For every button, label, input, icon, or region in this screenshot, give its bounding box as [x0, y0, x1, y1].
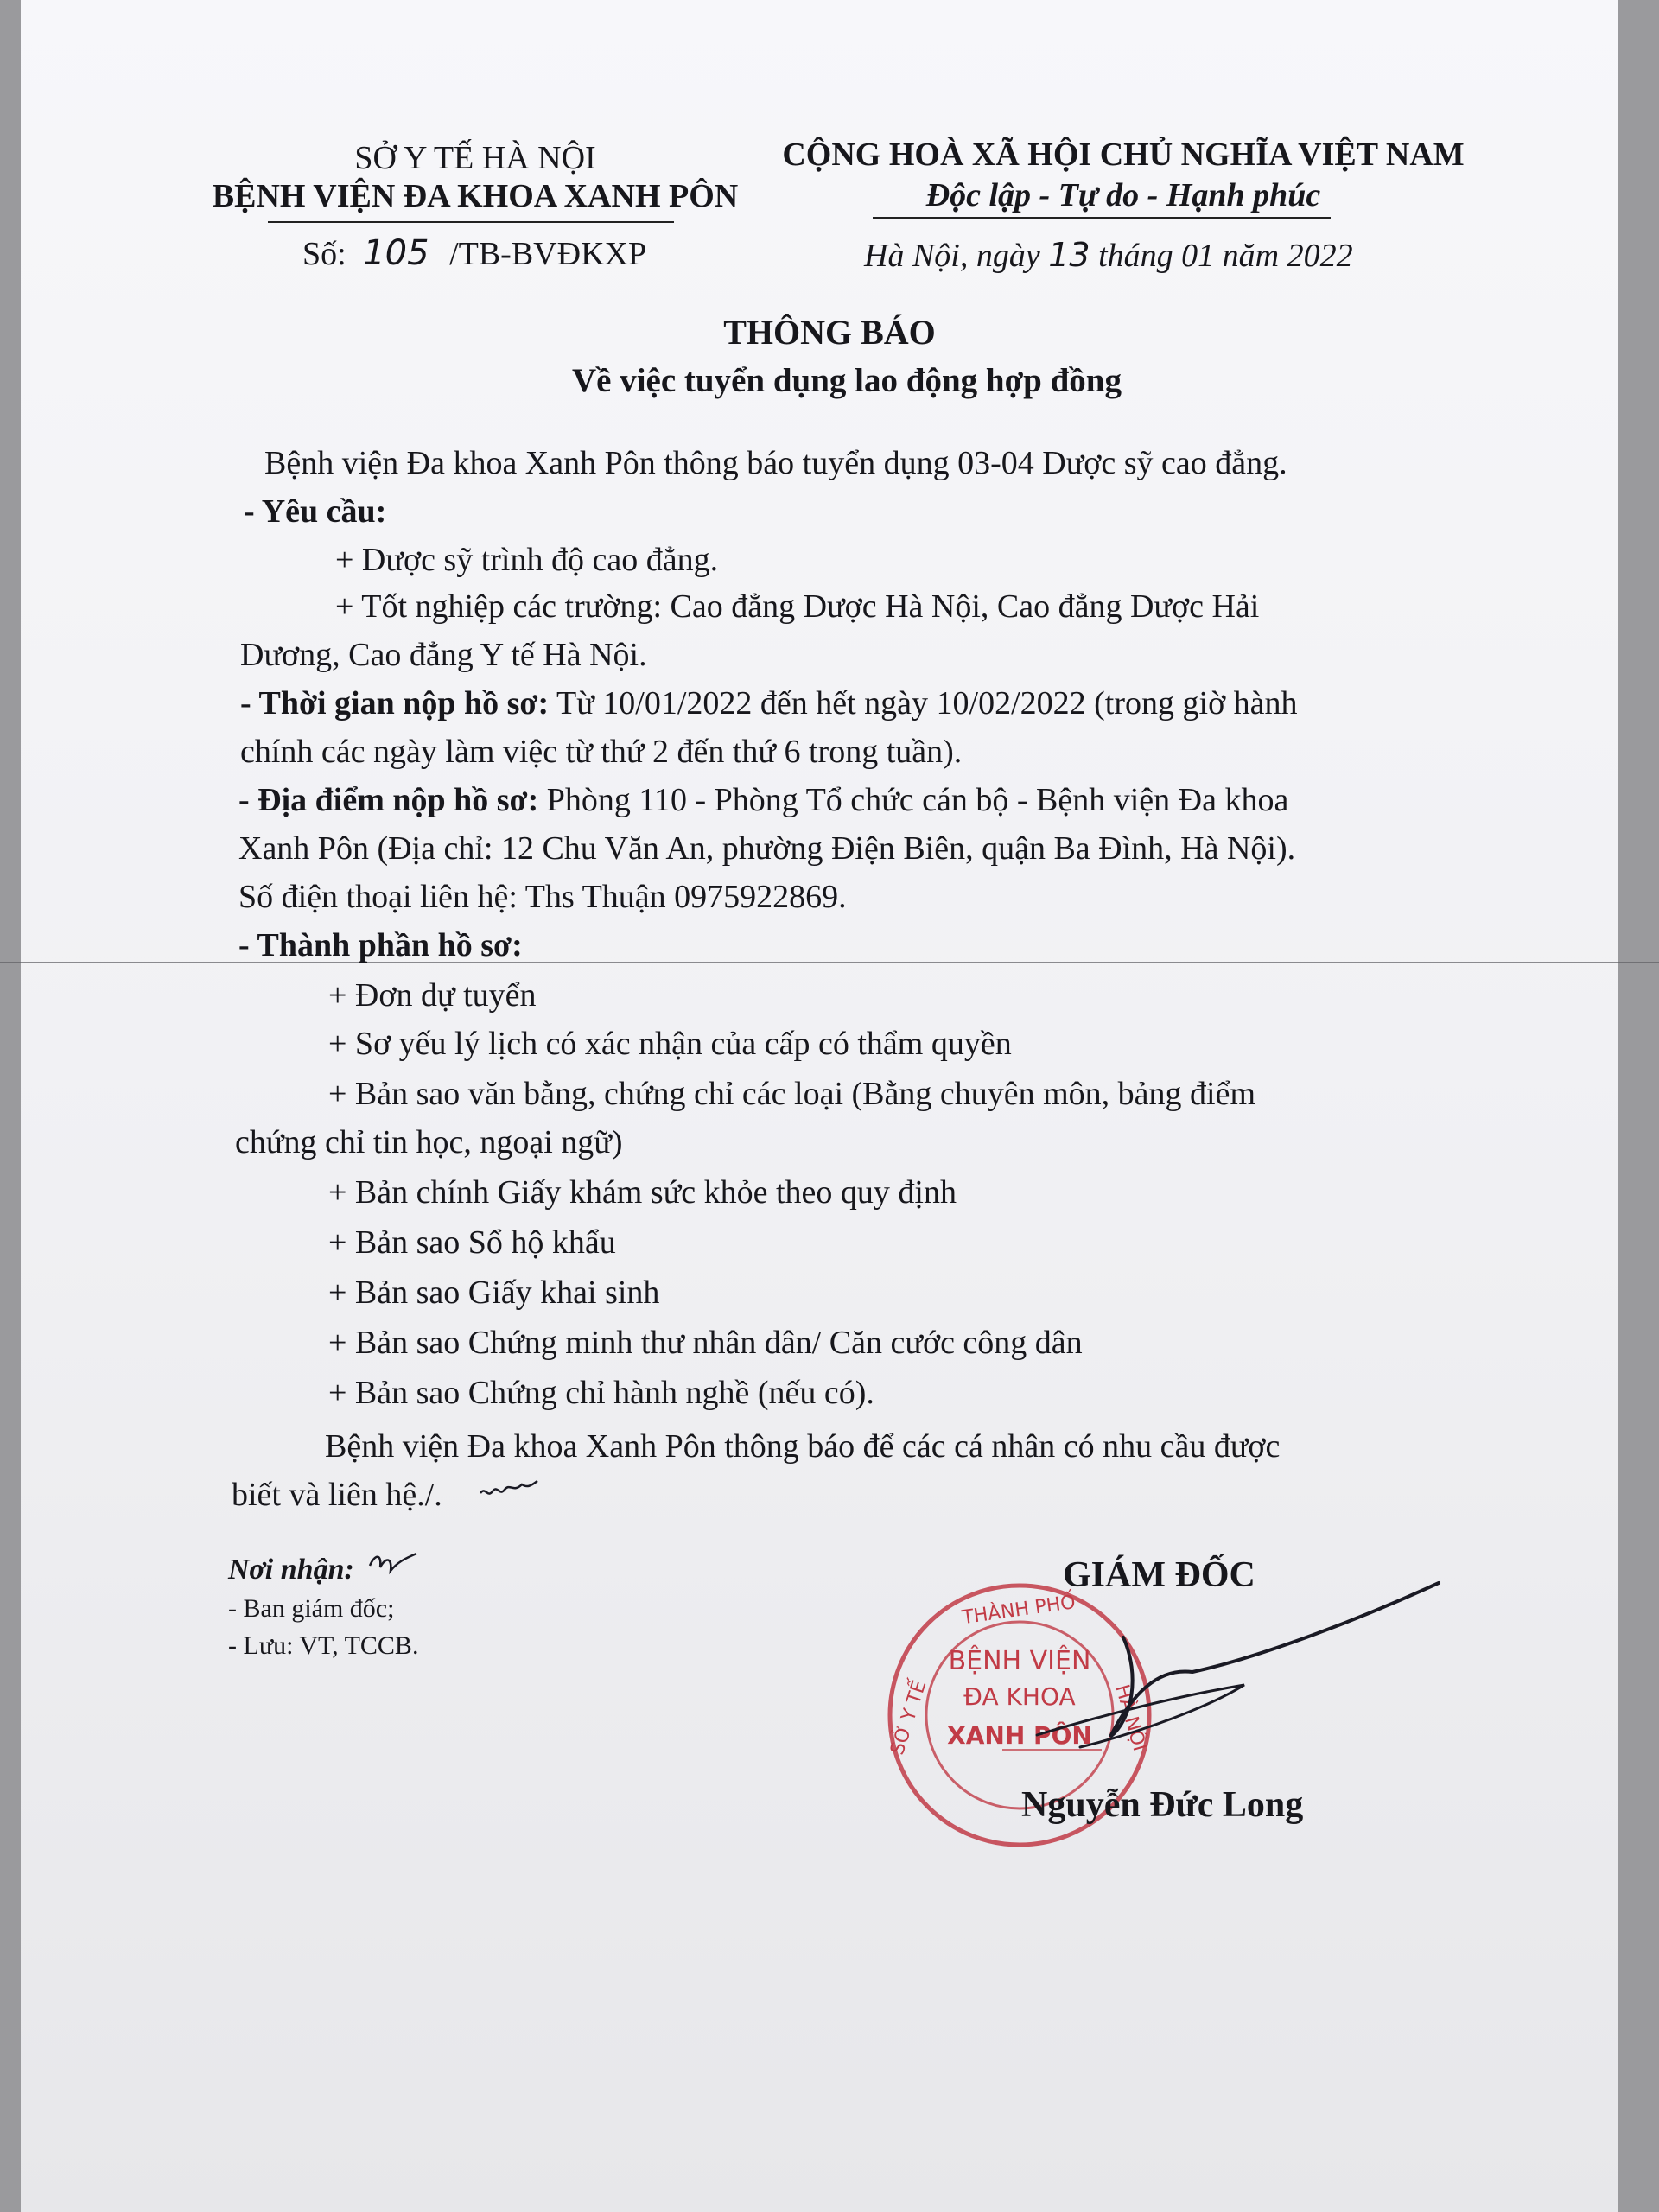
submission-time-label: - Thời gian nộp hồ sơ: [240, 685, 550, 721]
contact-phone: Số điện thoại liên hệ: Ths Thuận 0975922869. [238, 879, 847, 915]
closing-paragraph-continued: biết và liên hệ./. [232, 1477, 442, 1513]
requirements-heading: - Yêu cầu: [244, 493, 387, 530]
seal-outer-right-text: HÀ NỘI [1110, 1681, 1151, 1754]
document-number [302, 233, 646, 274]
hospital-name: BỆNH VIỆN ĐA KHOA XANH PÔN [212, 178, 739, 214]
document-item: + Bản sao văn bằng, chứng chỉ các loại (Bằng chuyên môn, bảng điểm [328, 1076, 1255, 1112]
submission-time-text: Từ 10/01/2022 đến hết ngày 10/02/2022 (trong giờ hành [556, 685, 1298, 721]
document-number-suffix: /TB-BVĐKXP [449, 236, 647, 272]
document-subtitle: Về việc tuyển dụng lao động hợp đồng [572, 362, 1122, 399]
hospital-name-underline [268, 221, 674, 223]
recipient-item: - Lưu: VT, TCCB. [228, 1631, 419, 1660]
requirement-item-continued: Dương, Cao đẳng Y tế Hà Nội. [240, 637, 647, 673]
seal-outer-top-text: THÀNH PHỐ [960, 1591, 1077, 1630]
document-item: + Bản sao Chứng minh thư nhân dân/ Căn cước công dân [328, 1325, 1083, 1361]
issue-date-prefix: Hà Nội, ngày [864, 238, 1040, 274]
submission-place-label: - Địa điểm nộp hồ sơ: [238, 782, 539, 818]
seal-line: XANH PÔN [947, 1721, 1092, 1750]
recipient-item: - Ban giám đốc; [228, 1594, 395, 1623]
intro-paragraph: Bệnh viện Đa khoa Xanh Pôn thông báo tuyển dụng 03-04 Dược sỹ cao đẳng. [264, 445, 1287, 481]
documents-heading: - Thành phần hồ sơ: [238, 927, 523, 963]
issuing-authority: SỞ Y TẾ HÀ NỘI [354, 140, 596, 176]
document-number-prefix: Số: [302, 236, 346, 272]
submission-time [240, 679, 1298, 728]
seal-line: BỆNH VIỆN [948, 1646, 1091, 1676]
signer-name: Nguyễn Đức Long [1021, 1785, 1304, 1825]
national-title: CỘNG HOÀ XÃ HỘI CHỦ NGHĨA VIỆT NAM [782, 137, 1465, 173]
requirement-item: + Tốt nghiệp các trường: Cao đẳng Dược Hà Nội, Cao đẳng Dược Hải [335, 588, 1260, 625]
issue-date-day: 13 [1048, 236, 1090, 274]
seal-outer-left-text: SỞ Y TẾ [887, 1677, 931, 1758]
submission-place [238, 776, 1288, 824]
national-motto: Độc lập - Tự do - Hạnh phúc [925, 177, 1321, 213]
document-item-continued: chứng chỉ tin học, ngoại ngữ) [235, 1124, 623, 1160]
submission-time-continued: chính các ngày làm việc từ thứ 2 đến thứ 6 trong tuần). [240, 734, 963, 770]
national-motto-underline [873, 217, 1331, 219]
issue-date [864, 235, 1353, 276]
closing-paragraph: Bệnh viện Đa khoa Xanh Pôn thông báo để các cá nhân có nhu cầu được [325, 1428, 1281, 1465]
signer-position: GIÁM ĐỐC [1063, 1555, 1255, 1595]
document-item: + Sơ yếu lý lịch có xác nhận của cấp có thẩm quyền [328, 1026, 1012, 1062]
document-item: + Bản sao Sổ hộ khẩu [328, 1224, 616, 1261]
document-item: + Bản sao Giấy khai sinh [328, 1274, 660, 1311]
requirement-item: + Dược sỹ trình độ cao đẳng. [335, 542, 719, 578]
document-number-value: 105 [363, 233, 429, 273]
seal-line: ĐA KHOA [963, 1682, 1076, 1711]
submission-place-address: Xanh Pôn (Địa chỉ: 12 Chu Văn An, phường Điện Biên, quận Ba Đình, Hà Nội). [238, 830, 1296, 867]
document-item: + Bản sao Chứng chỉ hành nghề (nếu có). [328, 1375, 874, 1411]
submission-place-text: Phòng 110 - Phòng Tổ chức cán bộ - Bệnh viện Đa khoa [546, 782, 1289, 818]
issue-date-suffix: tháng 01 năm 2022 [1098, 238, 1353, 274]
document-item: + Bản chính Giấy khám sức khỏe theo quy định [328, 1174, 957, 1211]
recipients-label: Nơi nhận: [228, 1554, 354, 1586]
document-title: THÔNG BÁO [723, 313, 936, 352]
document-item: + Đơn dự tuyển [328, 977, 537, 1014]
